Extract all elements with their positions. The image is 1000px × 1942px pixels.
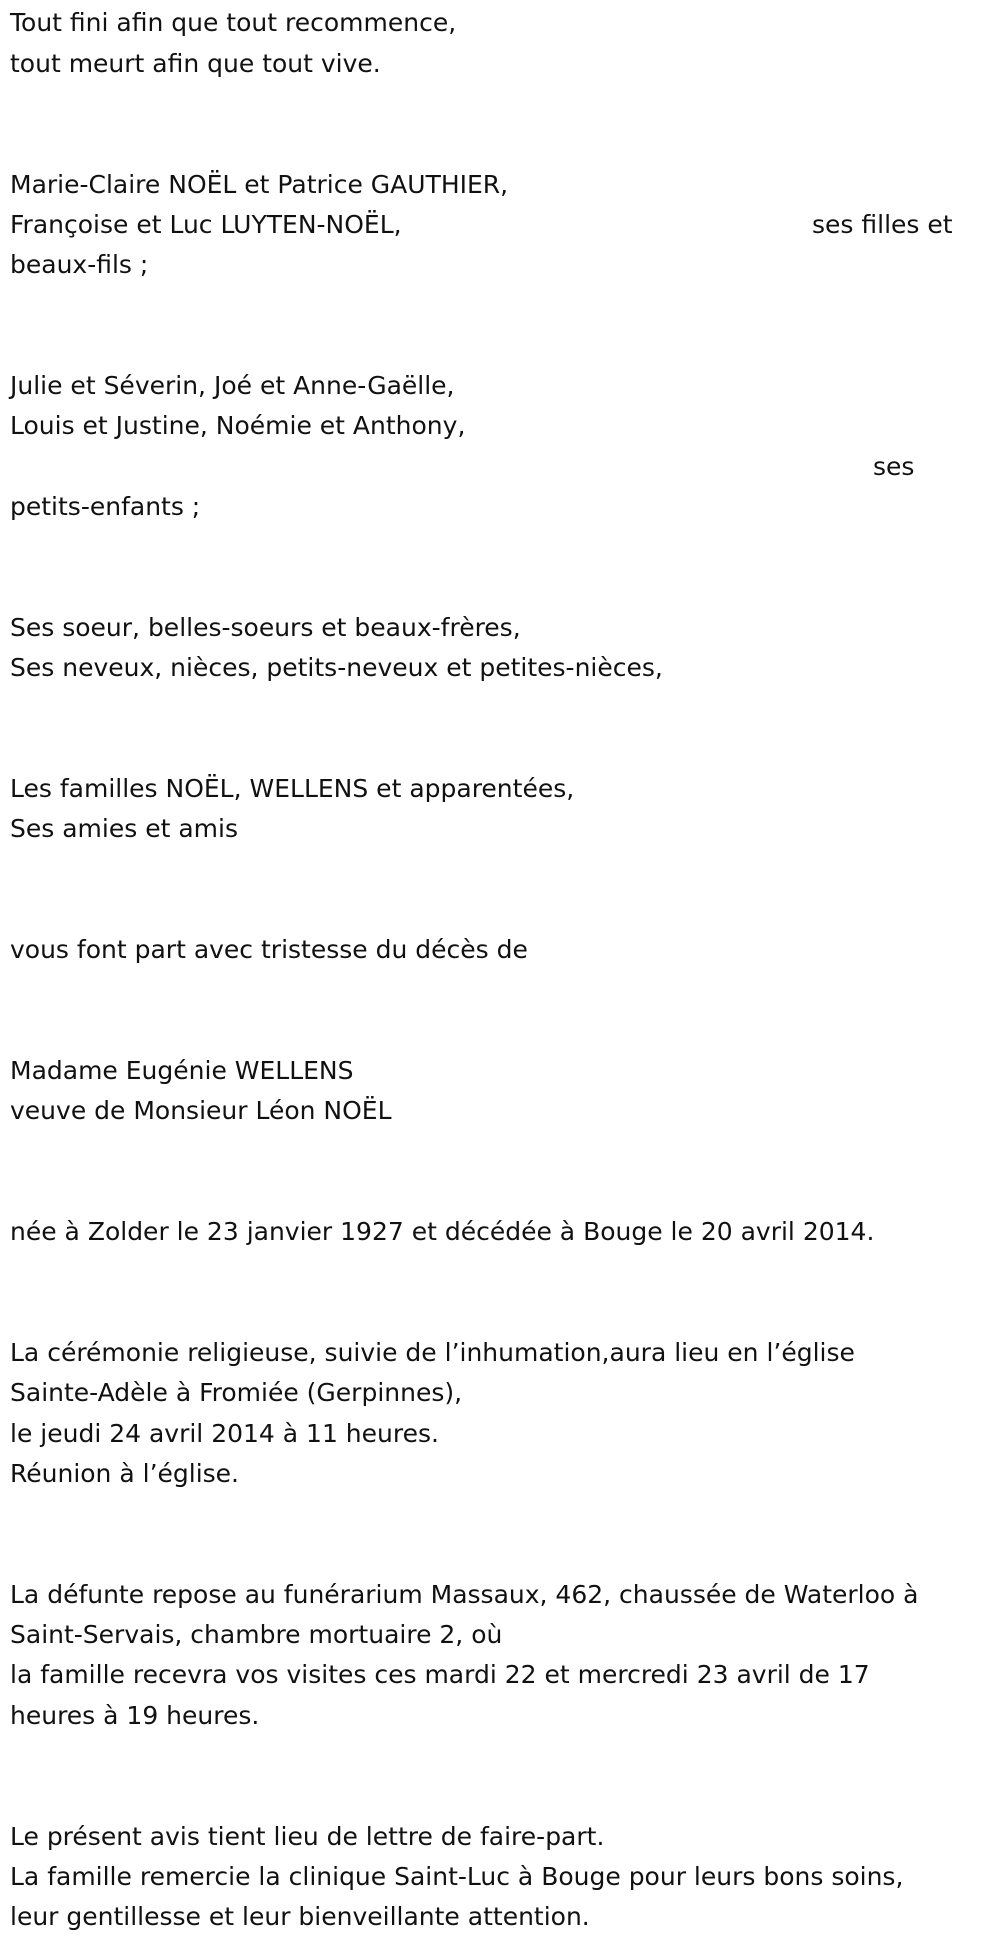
daughters-role-continuation: beaux-fils ; <box>10 250 149 279</box>
epigraph-line-2: tout meurt afin que tout vive. <box>10 49 381 78</box>
birth-death-dates: née à Zolder le 23 janvier 1927 et décédée à Bouge le 20 avril 2014. <box>10 1217 875 1246</box>
relatives-line-2: Ses neveux, nièces, petits-neveux et petites-nièces, <box>10 653 663 682</box>
ceremony-line-1: La cérémonie religieuse, suivie de l’inhumation,aura lieu en l’église <box>10 1338 855 1367</box>
deceased-spouse: veuve de Monsieur Léon NOËL <box>10 1096 392 1125</box>
ceremony-line-3: le jeudi 24 avril 2014 à 11 heures. <box>10 1419 439 1448</box>
announcement-line: vous font part avec tristesse du décès de <box>10 935 528 964</box>
grandchildren-role-label: ses <box>873 452 915 481</box>
daughters-line-2: Françoise et Luc LUYTEN-NOËL, <box>10 210 402 239</box>
ceremony-line-4: Réunion à l’église. <box>10 1459 240 1488</box>
daughters-role-label: ses filles et <box>812 210 953 239</box>
closing-line-1: Le présent avis tient lieu de lettre de faire-part. <box>10 1822 605 1851</box>
families-line-2: Ses amies et amis <box>10 814 238 843</box>
daughters-line-1: Marie-Claire NOËL et Patrice GAUTHIER, <box>10 170 509 199</box>
funerarium-line-1: La défunte repose au funérarium Massaux, 462, chaussée de Waterloo à <box>10 1580 919 1609</box>
funerarium-line-2: Saint-Servais, chambre mortuaire 2, où <box>10 1620 503 1649</box>
relatives-line-1: Ses soeur, belles-soeurs et beaux-frères, <box>10 613 521 642</box>
epigraph-line-1: Tout fini afin que tout recommence, <box>10 8 457 37</box>
ceremony-line-2: Sainte-Adèle à Fromiée (Gerpinnes), <box>10 1378 463 1407</box>
grandchildren-role-continuation: petits-enfants ; <box>10 492 201 521</box>
funerarium-line-4: heures à 19 heures. <box>10 1701 260 1730</box>
closing-line-2: La famille remercie la clinique Saint-Luc à Bouge pour leurs bons soins, <box>10 1862 904 1891</box>
grandchildren-line-1: Julie et Séverin, Joé et Anne-Gaëlle, <box>10 371 455 400</box>
funerarium-line-3: la famille recevra vos visites ces mardi 22 et mercredi 23 avril de 17 <box>10 1660 870 1689</box>
closing-line-3: leur gentillesse et leur bienveillante attention. <box>10 1902 590 1931</box>
families-line-1: Les familles NOËL, WELLENS et apparentées, <box>10 774 575 803</box>
grandchildren-line-2: Louis et Justine, Noémie et Anthony, <box>10 411 466 440</box>
deceased-name: Madame Eugénie WELLENS <box>10 1056 354 1085</box>
